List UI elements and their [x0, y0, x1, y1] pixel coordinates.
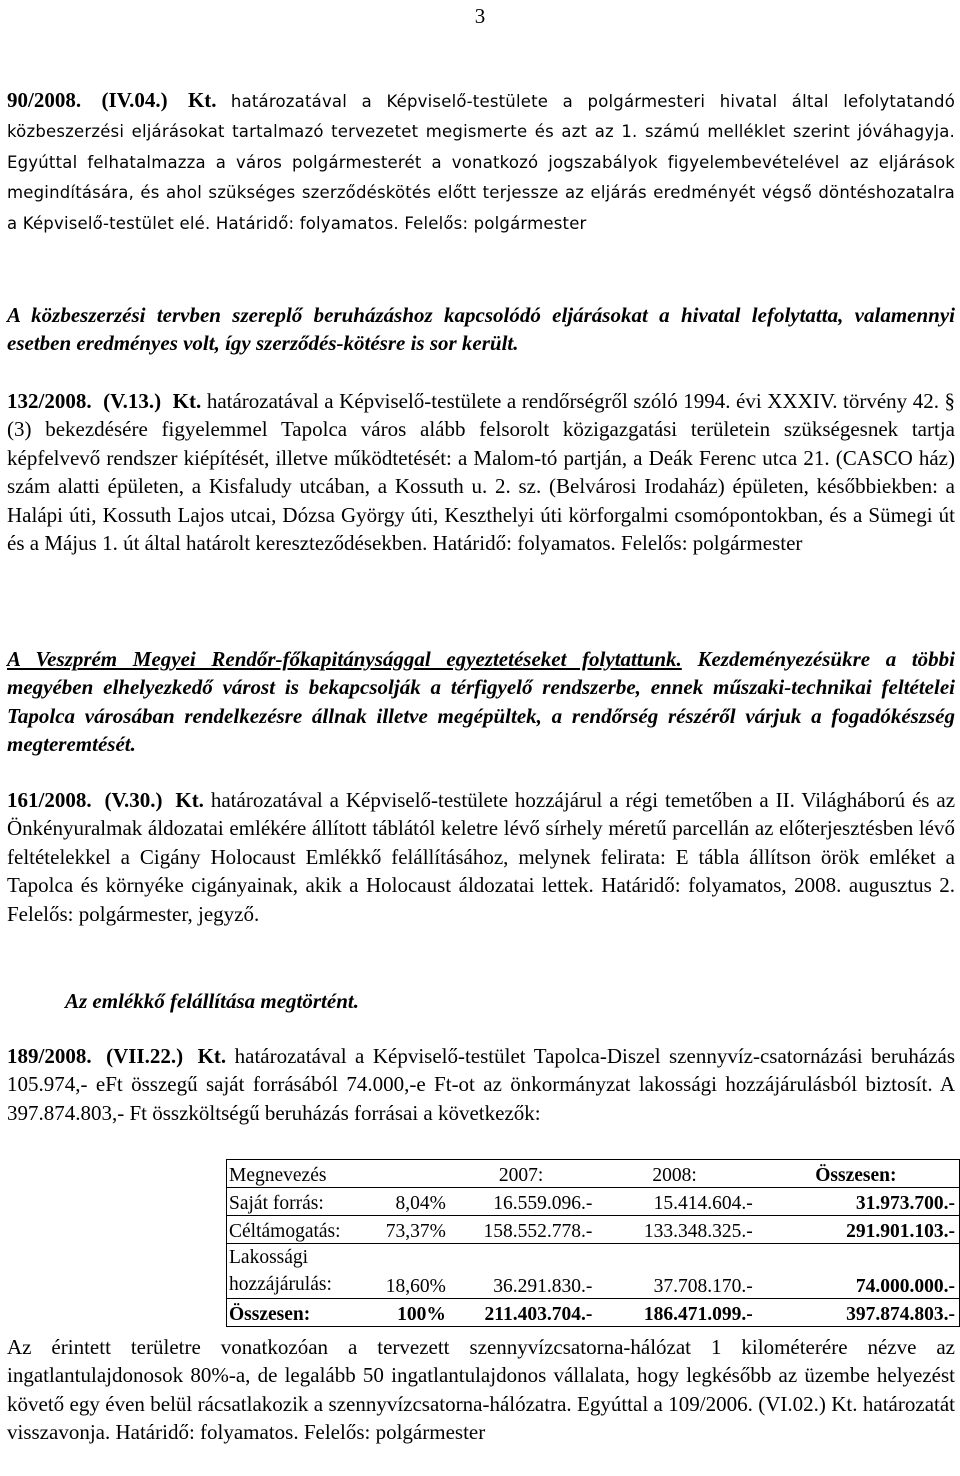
resolution-ref: 189/2008.: [7, 1044, 92, 1068]
header-cell: 2008:: [594, 1160, 754, 1188]
row-name: Céltámogatás:: [227, 1216, 375, 1244]
resolution-body: határozatával a Képviselő-testület Tapolca-Diszel szennyvíz-csatornázási beruházás 105.974,- eFt összegű saját forrásából 74.000,-e Ft-ot az önkormányzat lakossági hozzájárulásból biztosít. A 397.874.803,- Ft összköltségű beruházás forrásai a következők:: [7, 1044, 956, 1125]
sum-2007: 211.403.704.-: [448, 1299, 594, 1327]
page-number: 3: [474, 4, 486, 28]
header-cell: Összesen:: [755, 1160, 960, 1188]
row-2008: 37.708.170.-: [594, 1244, 754, 1299]
row-name-line2: hozzájárulás:: [229, 1274, 332, 1295]
resolution-90-2008: [7, 86, 955, 238]
table-sum-row: [227, 1299, 960, 1327]
resolution-kt: Kt.: [172, 389, 202, 413]
row-name: Saját forrás:: [227, 1188, 375, 1216]
report-161-2008: Az emlékkő felállítása megtörtént.: [65, 989, 359, 1013]
sum-percent: 100%: [375, 1299, 448, 1327]
funding-table: [226, 1159, 960, 1327]
table-row: [227, 1244, 960, 1299]
resolution-body-continued: Egyúttal felhatalmazza a város polgármesterét a vonatkozó jogszabályok figyelembevételével az eljárások megindítására, és ahol szükséges szerződéskötés előtt terjessze az eljárás eredményét végső döntéshozatalra a Képviselő-testület elé. Határidő: folyamatos. Felelős: polgármester: [7, 152, 955, 233]
table-row: [227, 1188, 960, 1216]
resolution-161-2008: [7, 786, 955, 928]
row-total: 74.000.000.-: [755, 1244, 960, 1299]
resolution-ref: 90/2008.: [7, 88, 82, 112]
resolution-189-2008-continued: Az érintett területre vonatkozóan a tervezett szennyvízcsatorna-hálózat 1 kilométerére nézve az ingatlantulajdonosok 80%-a, de legalább 50 ingatlantulajdonos vállalata, hogy legkésőbb az üzembe helyezést követő egy éven belül rácsatlakozik a szennyvízcsatorna-hálózatra. Egyúttal a 109/2006. (VI.02.) Kt. határozatát visszavonja. Határidő: folyamatos. Felelős: polgármester: [7, 1335, 955, 1445]
report-132-2008: [7, 645, 955, 759]
report-90-2008: A közbeszerzési tervben szereplő beruházáshoz kapcsolódó eljárásokat a hivatal lefolytatta, valamennyi esetben eredményes volt, így szerződés-kötésre is sor került.: [7, 303, 955, 356]
row-percent: 18,60%: [375, 1244, 448, 1299]
resolution-body: határozatával a Képviselő-testülete a polgármesteri hivatal által lefolytatandó közbeszerzési eljárásokat tartalmazó tervezetet megismerte és azt az 1. számú melléklet szerint jóváhagyja.: [7, 92, 956, 142]
resolution-ref: 161/2008.: [7, 788, 92, 812]
header-cell: 2007:: [448, 1160, 594, 1188]
row-total: 291.901.103.-: [755, 1216, 960, 1244]
sum-2008: 186.471.099.-: [594, 1299, 754, 1327]
resolution-date: (VII.22.): [106, 1044, 184, 1068]
table-row: [227, 1216, 960, 1244]
sum-name: Összesen:: [227, 1299, 375, 1327]
resolution-date: (V.30.): [104, 788, 163, 812]
row-2007: 36.291.830.-: [448, 1244, 594, 1299]
resolution-kt: Kt.: [197, 1044, 227, 1068]
row-total: 31.973.700.-: [755, 1188, 960, 1216]
row-2007: 158.552.778.-: [448, 1216, 594, 1244]
resolution-kt: Kt.: [187, 88, 217, 112]
header-cell: Megnevezés: [227, 1160, 448, 1188]
resolution-132-2008: [7, 387, 955, 557]
row-percent: 8,04%: [375, 1188, 448, 1216]
row-name: [227, 1244, 375, 1299]
row-percent: 73,37%: [375, 1216, 448, 1244]
row-name-line1: Lakossági: [229, 1247, 309, 1268]
resolution-body: határozatával a Képviselő-testülete hozzájárul a régi temetőben a II. Világháború és az Önkényuralmak áldozatai emlékére állított táblától keletre lévő sírhely méretű parcellán az előterjesztésben lévő feltételekkel a Cigány Holocaust Emlékkő felállításához, melynek felirata: E tábla állítson örök emléket a Tapolca és környéke cigányainak, akik a Holocaust áldozatai lettek. Határidő: folyamatos, 2008. augusztus 2. Felelős: polgármester, jegyző.: [7, 788, 956, 926]
row-2007: 16.559.096.-: [448, 1188, 594, 1216]
resolution-kt: Kt.: [175, 788, 204, 812]
resolution-ref: 132/2008.: [7, 389, 92, 413]
row-2008: 15.414.604.-: [594, 1188, 754, 1216]
resolution-date: (V.13.): [103, 389, 162, 413]
report-rest: Kezdeményezésükre a többi megyében elhelyezkedő várost is bekapcsolják a térfigyelő rendszerbe, ennek műszaki-technikai feltételei Tapolca városában rendelkezésre állnak illetve megépültek, a rendőrség részéről várjuk a fogadókészség megteremtését.: [7, 647, 955, 757]
row-2008: 133.348.325.-: [594, 1216, 754, 1244]
table-header-row: [227, 1160, 960, 1188]
report-underlined-sentence: A Veszprém Megyei Rendőr-főkapitánysággal egyeztetéseket folytattunk.: [7, 647, 682, 671]
sum-total: 397.874.803.-: [755, 1299, 960, 1327]
resolution-189-2008: [7, 1042, 955, 1127]
resolution-date: (IV.04.): [101, 88, 168, 112]
resolution-body: határozatával a Képviselő-testülete a rendőrségről szóló 1994. évi XXXIV. törvény 42. § (3) bekezdésére figyelemmel Tapolca város alább felsorolt közigazgatási területein szükségesnek tartja képfelvevő rendszer kiépítését, illetve működtetését: a Malom-tó partján, a Deák Ferenc utca 21. (CASCO ház) szám alatti épületen, a Kisfaludy utcában, a Kossuth u. 2. sz. (Belvárosi Irodaház) épületen, későbbiekben: a Halápi úti, Kossuth Lajos utcai, Dózsa György úti, Keszthelyi úti körforgalmi csomópontokban, és a Sümegi út és a Május 1. út által határolt kereszteződésekben. Határidő: folyamatos. Felelős: polgármester: [7, 389, 956, 556]
